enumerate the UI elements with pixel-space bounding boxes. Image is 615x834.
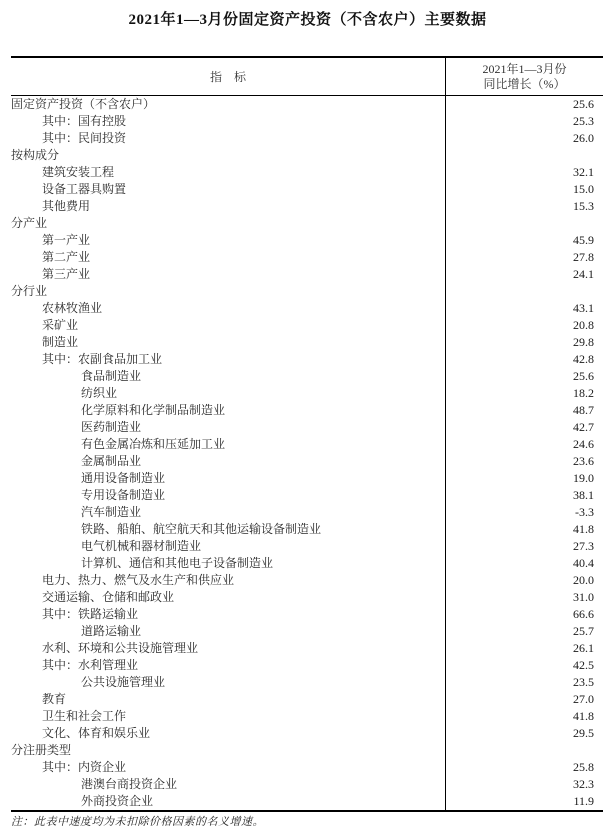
row-label: 其中：民间投资: [42, 131, 127, 145]
row-label: 分行业: [11, 284, 48, 298]
row-value: 25.3: [445, 113, 603, 130]
table-row: [11, 351, 603, 368]
table-row: [11, 402, 603, 419]
row-value: 32.3: [445, 776, 603, 793]
row-label: 分产业: [11, 216, 48, 230]
table-row: [11, 232, 603, 249]
row-value: 26.0: [445, 130, 603, 147]
row-label: 外商投资企业: [81, 794, 154, 808]
table-row: [11, 96, 603, 113]
header-indicator-label: 指 标: [209, 70, 246, 84]
row-label: 食品制造业: [81, 369, 142, 383]
row-label: 金属制品业: [81, 454, 142, 468]
row-value: 42.5: [445, 657, 603, 674]
row-value: 29.5: [445, 725, 603, 742]
row-value: -3.3: [445, 504, 603, 521]
row-label: 分注册类型: [11, 743, 72, 757]
row-value: 29.8: [445, 334, 603, 351]
row-label: 其中：农副食品加工业: [42, 352, 163, 366]
table-row: [11, 538, 603, 555]
table-row: [11, 453, 603, 470]
row-value: [445, 215, 603, 232]
row-value: 24.6: [445, 436, 603, 453]
row-label: 纺织业: [81, 386, 118, 400]
table-row: [11, 198, 603, 215]
table-row: [11, 521, 603, 538]
table-row: [11, 623, 603, 640]
table-row: [11, 487, 603, 504]
table-row: [11, 436, 603, 453]
row-label: 交通运输、仓储和邮政业: [42, 590, 175, 604]
row-label: 按构成分: [11, 148, 60, 162]
row-value: 23.5: [445, 674, 603, 691]
row-value: 27.0: [445, 691, 603, 708]
row-value: 15.0: [445, 181, 603, 198]
row-label: 文化、体育和娱乐业: [42, 726, 151, 740]
table-row: [11, 759, 603, 776]
row-value: 48.7: [445, 402, 603, 419]
row-value: 20.8: [445, 317, 603, 334]
row-label: 制造业: [42, 335, 79, 349]
row-value: [445, 147, 603, 164]
row-value: 42.7: [445, 419, 603, 436]
table-row: [11, 113, 603, 130]
row-value: 25.6: [445, 368, 603, 385]
row-label: 道路运输业: [81, 624, 142, 638]
table-row: [11, 555, 603, 572]
row-label: 港澳台商投资企业: [81, 777, 178, 791]
table-row: [11, 572, 603, 589]
table-row: [11, 368, 603, 385]
row-label: 建筑安装工程: [42, 165, 115, 179]
row-label: 设备工器具购置: [42, 182, 127, 196]
row-value: 32.1: [445, 164, 603, 181]
row-label: 其他费用: [42, 199, 91, 213]
row-label: 汽车制造业: [81, 505, 142, 519]
row-value: 18.2: [445, 385, 603, 402]
table-row: [11, 691, 603, 708]
row-label: 其中：国有控股: [42, 114, 127, 128]
row-label: 有色金属冶炼和压延加工业: [81, 437, 226, 451]
table-row: [11, 317, 603, 334]
table-row: [11, 589, 603, 606]
row-label: 电气机械和器材制造业: [81, 539, 202, 553]
table-row: [11, 300, 603, 317]
row-value: 24.1: [445, 266, 603, 283]
row-label: 化学原料和化学制品制造业: [81, 403, 226, 417]
row-label: 其中：内资企业: [42, 760, 127, 774]
row-label: 其中：水利管理业: [42, 658, 139, 672]
row-label: 农林牧渔业: [42, 301, 103, 315]
row-value: 41.8: [445, 708, 603, 725]
row-label: 水利、环境和公共设施管理业: [42, 641, 199, 655]
row-label: 第三产业: [42, 267, 91, 281]
row-label: 公共设施管理业: [81, 675, 166, 689]
table-row: [11, 419, 603, 436]
table-row: [11, 470, 603, 487]
table-row: [11, 164, 603, 181]
header-value-line1: 2021年1—3月份: [482, 61, 567, 76]
row-value: 66.6: [445, 606, 603, 623]
table-row: [11, 793, 603, 810]
table-row: [11, 657, 603, 674]
row-label: 第一产业: [42, 233, 91, 247]
row-value: 41.8: [445, 521, 603, 538]
row-label: 电力、热力、燃气及水生产和供应业: [42, 573, 235, 587]
row-value: [445, 283, 603, 300]
row-value: 27.8: [445, 249, 603, 266]
row-value: 15.3: [445, 198, 603, 215]
data-table: [11, 56, 603, 812]
row-value: 25.7: [445, 623, 603, 640]
table-body: [11, 96, 603, 810]
table-row: [11, 674, 603, 691]
table-row: [11, 776, 603, 793]
table-row: [11, 606, 603, 623]
row-label: 固定资产投资（不含农户）: [11, 97, 156, 111]
row-value: 26.1: [445, 640, 603, 657]
table-row: [11, 742, 603, 759]
header-value-column: [445, 58, 603, 95]
row-value: [445, 742, 603, 759]
row-value: 11.9: [445, 793, 603, 810]
table-row: [11, 708, 603, 725]
row-value: 19.0: [445, 470, 603, 487]
table-row: [11, 640, 603, 657]
header-value-line2: 同比增长（%）: [483, 76, 566, 91]
row-value: 23.6: [445, 453, 603, 470]
row-value: 20.0: [445, 572, 603, 589]
table-row: [11, 266, 603, 283]
row-value: 43.1: [445, 300, 603, 317]
table-row: [11, 147, 603, 164]
row-label: 医药制造业: [81, 420, 142, 434]
table-row: [11, 283, 603, 300]
row-label: 第二产业: [42, 250, 91, 264]
table-row: [11, 249, 603, 266]
row-value: 42.8: [445, 351, 603, 368]
table-row: [11, 181, 603, 198]
row-value: 45.9: [445, 232, 603, 249]
table-header-row: [11, 58, 603, 96]
table-row: [11, 130, 603, 147]
table-row: [11, 725, 603, 742]
row-label: 铁路、船舶、航空航天和其他运输设备制造业: [81, 522, 322, 536]
row-value: 31.0: [445, 589, 603, 606]
row-value: 25.8: [445, 759, 603, 776]
row-label: 专用设备制造业: [81, 488, 166, 502]
page-title: 2021年1—3月份固定资产投资（不含农户）主要数据: [128, 12, 487, 28]
row-value: 38.1: [445, 487, 603, 504]
row-value: 40.4: [445, 555, 603, 572]
row-label: 卫生和社会工作: [42, 709, 127, 723]
table-row: [11, 504, 603, 521]
row-label: 其中：铁路运输业: [42, 607, 139, 621]
row-label: 通用设备制造业: [81, 471, 166, 485]
row-label: 教育: [42, 692, 67, 706]
footnote: 注：此表中速度均为未扣除价格因素的名义增速。: [11, 816, 264, 828]
table-row: [11, 334, 603, 351]
row-label: 计算机、通信和其他电子设备制造业: [81, 556, 274, 570]
row-value: 27.3: [445, 538, 603, 555]
table-row: [11, 385, 603, 402]
row-value: 25.6: [445, 96, 603, 113]
row-label: 采矿业: [42, 318, 79, 332]
table-row: [11, 215, 603, 232]
